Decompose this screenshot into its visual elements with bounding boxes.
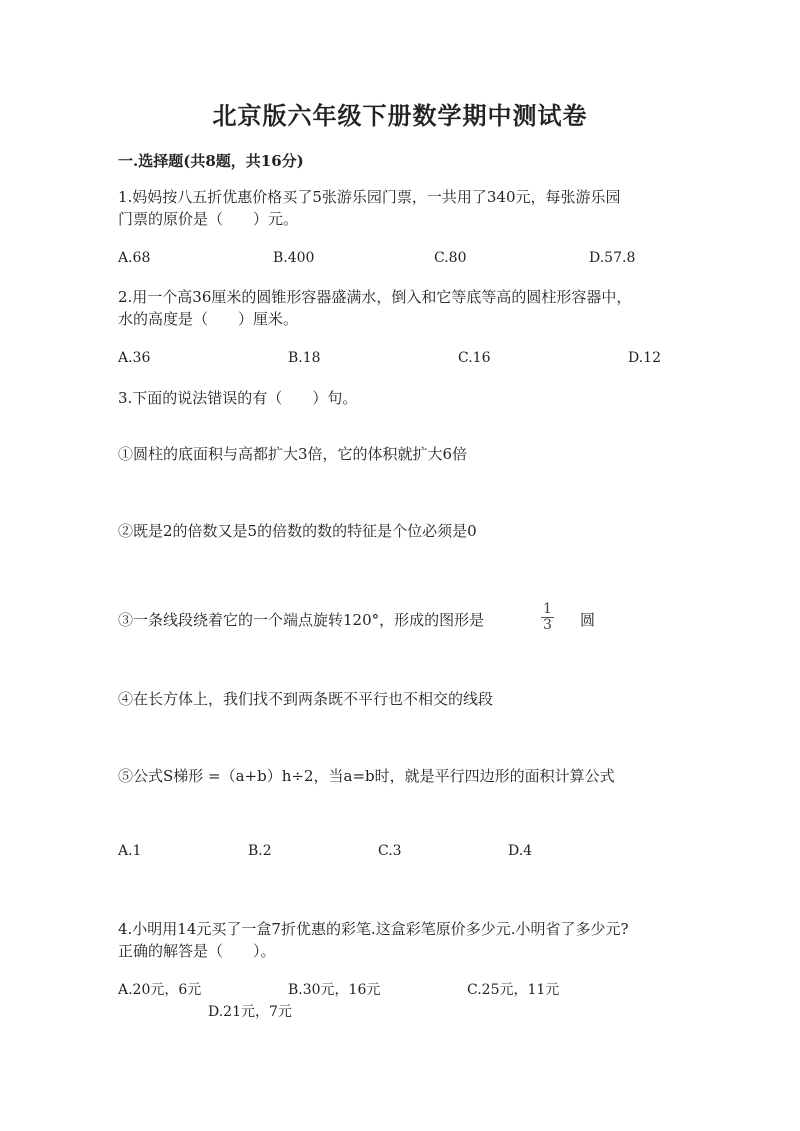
- question-1-stem: [118, 186, 621, 230]
- q4-option-c[interactable]: C.25元，11元: [467, 982, 560, 998]
- q3-statement-4: ④在长方体上，我们找不到两条既不平行也不相交的线段: [118, 690, 494, 708]
- question-2-line-2: 水的高度是（ ）厘米。: [118, 310, 299, 328]
- q2-option-a[interactable]: A.36: [118, 350, 151, 366]
- q2-option-d[interactable]: D.12: [628, 350, 661, 366]
- q1-option-b[interactable]: B.400: [273, 250, 315, 266]
- q1-option-c[interactable]: C.80: [434, 250, 467, 266]
- q3-statement-5: ⑤公式S梯形 =（a+b）h÷2，当a=b时，就是平行四边形的面积计算公式: [118, 767, 615, 785]
- q3-statement-1: ①圆柱的底面积与高都扩大3倍，它的体积就扩大6倍: [118, 445, 468, 463]
- question-4-stem: [118, 918, 629, 962]
- question-1-line-2: 门票的原价是（ ）元。: [118, 210, 299, 228]
- page-title: 北京版六年级下册数学期中测试卷: [212, 101, 588, 130]
- q4-option-b[interactable]: B.30元，16元: [288, 982, 381, 998]
- section-heading: 一.选择题(共8题，共16分): [118, 152, 304, 170]
- fraction-one-third: [541, 602, 554, 633]
- question-4-line-2: 正确的解答是（ ）。: [118, 942, 276, 960]
- q1-option-d[interactable]: D.57.8: [589, 250, 636, 266]
- question-4-line-1: 4.小明用14元买了一盒7折优惠的彩笔.这盒彩笔原价多少元.小明省了多少元?: [118, 920, 629, 938]
- question-3-stem: 3.下面的说法错误的有（ ）句。: [118, 389, 358, 407]
- q3-statement-3: ③一条线段绕着它的一个端点旋转120°，形成的图形是: [118, 611, 485, 629]
- q3-statement-2: ②既是2的倍数又是5的倍数的数的特征是个位必须是0: [118, 522, 477, 540]
- q4-option-d[interactable]: D.21元，7元: [208, 1004, 292, 1020]
- q3-option-d[interactable]: D.4: [508, 843, 533, 859]
- fraction-denominator: 3: [543, 617, 552, 633]
- q3-option-b[interactable]: B.2: [248, 843, 272, 859]
- q3-option-a[interactable]: A.1: [118, 843, 142, 859]
- question-2-line-1: 2.用一个高36厘米的圆锥形容器盛满水，倒入和它等底等高的圆柱形容器中，: [118, 288, 632, 306]
- q1-option-a[interactable]: A.68: [118, 250, 151, 266]
- fraction-numerator: 1: [543, 601, 552, 617]
- q2-option-b[interactable]: B.18: [288, 350, 321, 366]
- q3-option-c[interactable]: C.3: [378, 843, 402, 859]
- q3-statement-3-suffix: 圆: [580, 611, 596, 629]
- q4-option-a[interactable]: A.20元，6元: [118, 982, 202, 998]
- q2-option-c[interactable]: C.16: [458, 350, 491, 366]
- question-2-stem: [118, 286, 631, 330]
- question-1-line-1: 1.妈妈按八五折优惠价格买了5张游乐园门票，一共用了340元，每张游乐园: [118, 188, 621, 206]
